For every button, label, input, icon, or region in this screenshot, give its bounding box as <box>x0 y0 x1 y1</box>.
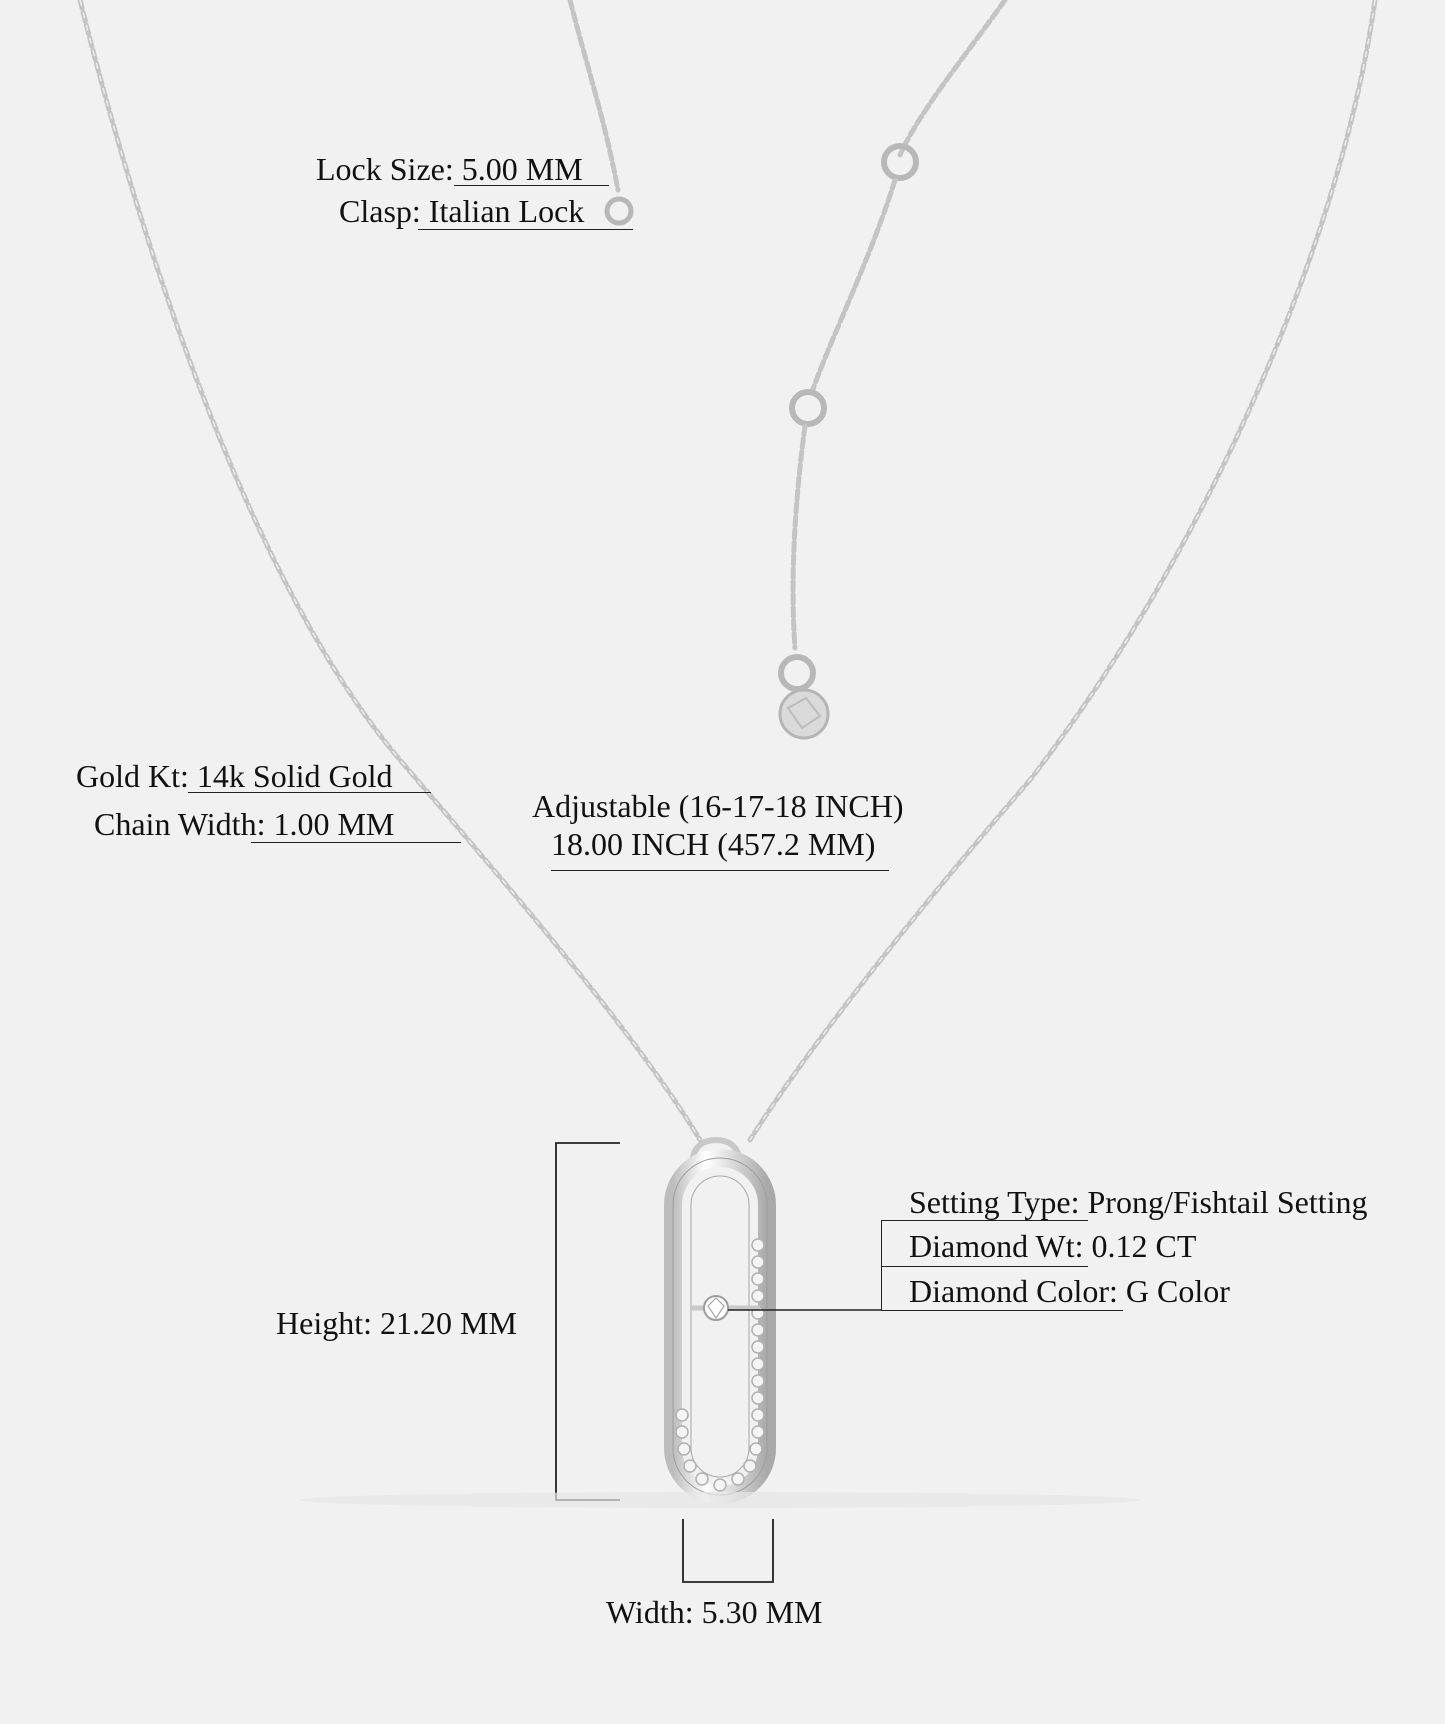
setting-type-spec <box>909 1184 1368 1220</box>
diamond-color-label: Diamond Color: <box>909 1273 1118 1309</box>
clasp-value: Italian Lock <box>428 193 585 229</box>
diamond-wt-value: 0.12 CT <box>1091 1228 1197 1264</box>
clasp-label: Clasp: <box>339 193 421 229</box>
diamond-color-spec <box>909 1273 1230 1309</box>
diamond-wt-underline <box>881 1266 1088 1267</box>
length-total: 18.00 INCH (457.2 MM) <box>551 826 876 862</box>
lock-size-spec <box>316 151 583 187</box>
chain-width-label: Chain Width: <box>94 806 266 842</box>
diamond-color-value: G Color <box>1125 1273 1230 1309</box>
gold-kt-label: Gold Kt: <box>76 758 189 794</box>
setting-type-value: Prong/Fishtail Setting <box>1087 1184 1368 1220</box>
gold-kt-value: 14k Solid Gold <box>196 758 393 794</box>
length-adjustable: Adjustable (16-17-18 INCH) <box>532 788 904 824</box>
diamond-specs-bracket <box>881 1220 882 1310</box>
gold-kt-underline <box>188 792 431 793</box>
length-underline <box>551 870 889 871</box>
extender-ring-3 <box>781 657 813 689</box>
width-value: 5.30 MM <box>701 1594 823 1630</box>
chain-width-underline <box>251 842 461 843</box>
width-label: Width: <box>606 1594 694 1630</box>
lock-size-value: 5.00 MM <box>461 151 583 187</box>
chain-right-shine <box>750 0 1375 1140</box>
height-label: Height: <box>276 1305 372 1341</box>
gold-kt-spec <box>76 758 392 794</box>
setting-type-underline <box>881 1220 1088 1221</box>
height-bracket <box>556 1143 620 1500</box>
center-diamond <box>704 1296 728 1320</box>
chain-right <box>750 0 1375 1140</box>
lock-size-underline <box>454 185 609 186</box>
chain-width-value: 1.00 MM <box>273 806 395 842</box>
diamond-wt-label: Diamond Wt: <box>909 1228 1084 1264</box>
height-spec <box>276 1305 517 1341</box>
width-bracket <box>683 1519 773 1582</box>
height-value: 21.20 MM <box>379 1305 517 1341</box>
clasp-underline <box>418 229 633 230</box>
width-spec <box>606 1594 823 1630</box>
chain-width-spec <box>94 806 394 842</box>
clasp-ring <box>607 199 631 223</box>
diamond-color-underline <box>881 1310 1123 1311</box>
extender-ring-2 <box>792 392 824 424</box>
lock-size-label: Lock Size: <box>316 151 454 187</box>
clasp-spec <box>339 193 584 229</box>
diamond-wt-spec <box>909 1228 1196 1264</box>
chain-extender-top <box>900 0 1005 155</box>
chain-extender-low <box>793 426 805 648</box>
setting-type-label: Setting Type: <box>909 1184 1080 1220</box>
chain-extender-mid <box>812 180 895 392</box>
extender-tag <box>780 690 828 738</box>
